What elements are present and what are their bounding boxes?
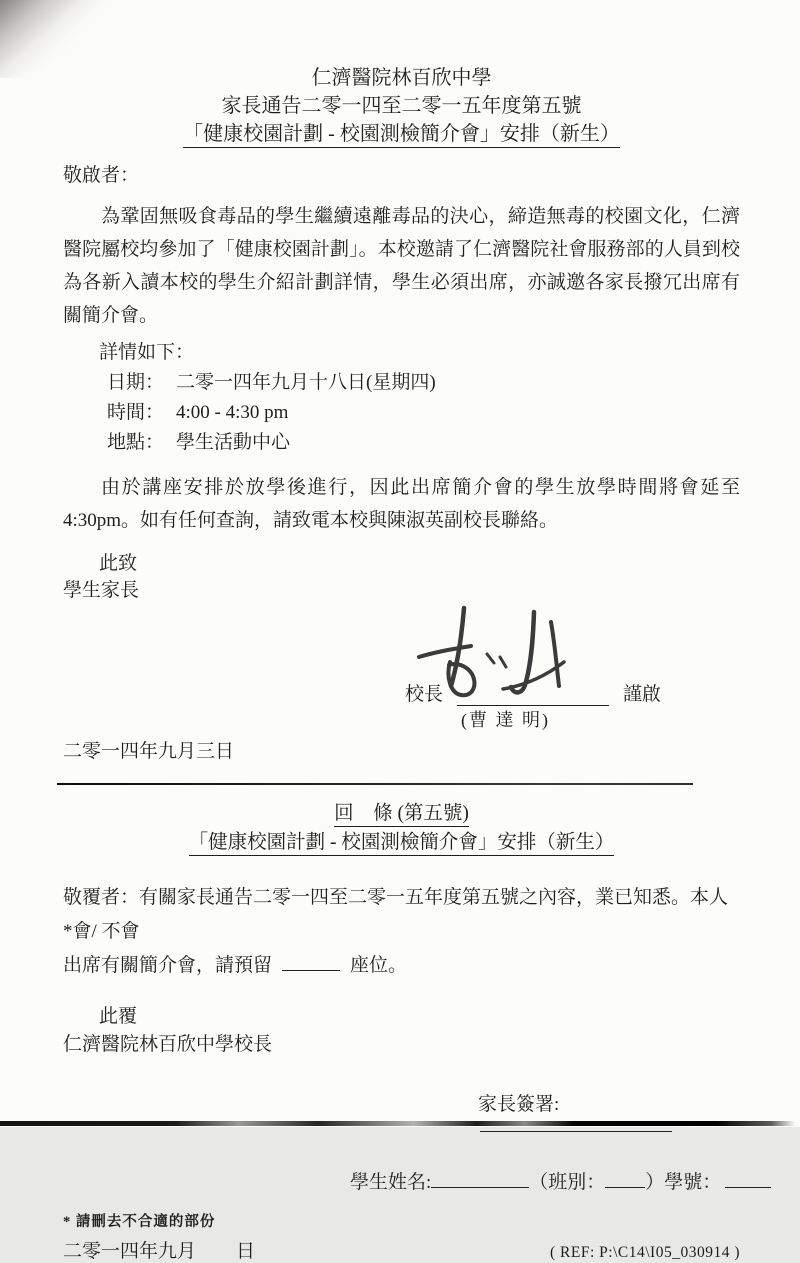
reply-slip-subject: 「健康校園計劃 - 校園測檢簡介會」安排（新生） bbox=[63, 828, 740, 857]
reply-body-line2-suffix: 座位。 bbox=[350, 955, 408, 976]
notice-number-line: 家長通告二零一四至二零一五年度第五號 bbox=[221, 95, 582, 117]
document-content bbox=[63, 0, 740, 1263]
event-details bbox=[99, 338, 740, 458]
reference-number: ( REF: P:\C14\I05_030914 ) bbox=[550, 1244, 740, 1261]
student-name-label: 學生姓名: bbox=[350, 1172, 432, 1193]
class-blank bbox=[605, 1172, 645, 1188]
parent-signature-row bbox=[63, 1089, 740, 1138]
body-paragraph-1: 為鞏固無吸食毒品的學生繼續遠離毒品的決心，締造無毒的校園文化，仁濟醫院屬校均參加了「健康校園計劃」。本校邀請了仁濟醫院社會服務部的人員到校為各新入讀本校的學生介紹計劃詳情，學生必須出席，亦誠邀各家長撥冗出席有關簡介會。 bbox=[63, 206, 740, 326]
closing-phrase: 此致 bbox=[99, 553, 138, 574]
signature-block bbox=[63, 604, 740, 732]
detail-value-time: 4:00 - 4:30 pm bbox=[176, 402, 289, 423]
reply-bottom-row bbox=[63, 1236, 740, 1263]
reply-addressee: 仁濟醫院林百欣中學校長 bbox=[63, 1034, 273, 1055]
principal-label: 校長 bbox=[405, 684, 444, 705]
details-heading: 詳情如下： bbox=[99, 342, 195, 363]
reply-body-line1: 敬覆者：有關家長通告二零一四至二零一五年度第五號之內容，業已知悉。本人 *會/ 不會 bbox=[63, 887, 729, 942]
subject-line: 「健康校園計劃 - 校園測檢簡介會」安排（新生） bbox=[63, 120, 740, 148]
scan-bottom-edge-artifact bbox=[0, 1121, 795, 1126]
detail-label-time: 時間： bbox=[107, 402, 165, 423]
document-header bbox=[63, 64, 740, 148]
body-paragraph-2: 由於講座安排於放學後進行，因此出席簡介會的學生放學時間將會延至 4:30pm。如有任何查詢，請致電本校與陳淑英副校長聯絡。 bbox=[63, 477, 740, 531]
reply-body-line2 bbox=[63, 949, 740, 983]
school-name: 仁濟醫院林百欣中學 bbox=[311, 67, 492, 89]
reply-date-prefix: 二零一四年九月 bbox=[63, 1241, 197, 1262]
reply-closing-phrase: 此覆 bbox=[99, 1006, 138, 1027]
detail-row-venue bbox=[107, 428, 740, 458]
reply-body-line2-prefix: 出席有關簡介會，請預留 bbox=[63, 955, 273, 976]
reply-slip-body bbox=[63, 881, 740, 983]
recipient: 學生家長 bbox=[63, 580, 140, 601]
detail-row-date bbox=[107, 368, 740, 398]
student-name-blank bbox=[431, 1172, 529, 1188]
reply-date-line bbox=[63, 1236, 255, 1263]
reply-slip-header bbox=[63, 799, 740, 857]
detail-label-date: 日期： bbox=[107, 372, 165, 393]
student-info-row bbox=[63, 1167, 740, 1194]
detail-label-venue: 地點： bbox=[107, 432, 165, 453]
respectfully-label: 謹啟 bbox=[623, 684, 662, 705]
delete-inapplicable-footnote: * 請刪去不合適的部份 bbox=[63, 1214, 216, 1230]
detail-row-time bbox=[107, 398, 740, 428]
principal-name: (曹 達 明) bbox=[461, 710, 550, 730]
detail-value-venue: 學生活動中心 bbox=[176, 432, 291, 453]
reply-date-day: 日 bbox=[236, 1241, 256, 1262]
section-divider-line bbox=[57, 783, 693, 785]
signature-row bbox=[405, 679, 661, 706]
class-open-label: （班別： bbox=[529, 1172, 606, 1193]
reply-slip-title: 回 條 (第五號) bbox=[63, 799, 740, 828]
detail-value-date: 二零一四年九月十八日(星期四) bbox=[176, 372, 436, 393]
parent-signature-label: 家長簽署: bbox=[478, 1094, 560, 1115]
student-number-blank bbox=[725, 1172, 771, 1188]
seat-count-blank bbox=[282, 955, 340, 971]
issue-date: 二零一四年九月三日 bbox=[63, 741, 235, 762]
class-close-label: ）學號： bbox=[645, 1172, 722, 1193]
salutation: 敬啟者： bbox=[63, 165, 140, 186]
